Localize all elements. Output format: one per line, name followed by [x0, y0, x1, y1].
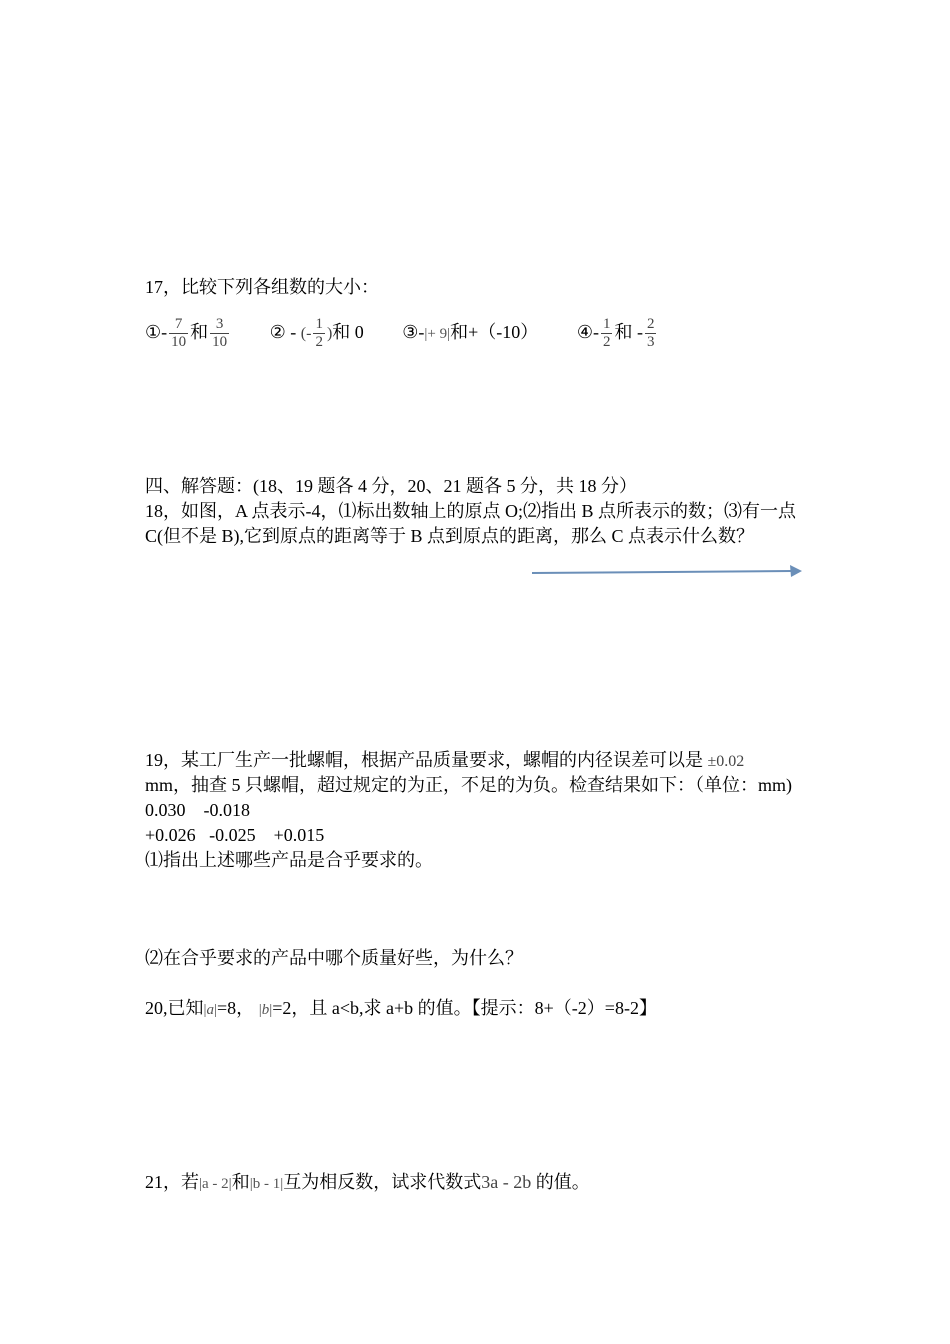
q19-line-1: 19，某工厂生产一批螺帽，根据产品质量要求，螺帽的内径误差可以是 ±0.02 [145, 750, 745, 770]
q17-title: 17，比较下列各组数的大小： [145, 277, 379, 297]
fraction: $\frac{7}{10}$ [171, 316, 187, 351]
fraction: $\frac{2}{3}$ [646, 316, 655, 351]
q17-item-2: ② - (- $\frac{1}{2}$ )和 0 [269, 316, 364, 351]
fraction: $\frac{1}{2}$ [315, 316, 323, 351]
q20-line: 20,已知|a|=8， |b|=2，且 a<b,求 a+b 的值。【提示：8+（-2）=8-2】 [145, 998, 657, 1018]
absolute-value: |+ 9| [424, 326, 451, 342]
q19-part-1: ⑴指出上述哪些产品是合乎要求的。 [145, 850, 433, 870]
fraction: $\frac{1}{2}$ [602, 316, 611, 351]
absolute-value: |b| [258, 1002, 273, 1018]
q19-data-row-1: 0.030 -0.018 [145, 800, 250, 820]
q19-data-row-2: +0.026 -0.025 +0.015 [145, 825, 325, 845]
q18-line-2: C(但不是 B),它到原点的距离等于 B 点到原点的距离，那么 C 点表示什么数？ [145, 526, 755, 546]
q17-item-4: ④- $\frac{1}{2}$ 和 - $\frac{2}{3}$ [576, 316, 655, 351]
fraction: $\frac{3}{10}$ [212, 316, 228, 351]
q17-item-3: ③-|+ 9|和+（-10） [402, 322, 539, 342]
section-heading: 四、解答题：(18、19 题各 4 分，20、21 题各 5 分，共 18 分） [145, 476, 637, 496]
q17-items [145, 312, 692, 354]
absolute-value: |a| [203, 1002, 218, 1018]
absolute-value: |b - 1| [249, 1176, 284, 1192]
absolute-value: |a - 2| [199, 1176, 232, 1192]
q17-item-1: ①- $\frac{7}{10}$ 和 $\frac{3}{10}$ [145, 316, 228, 351]
number-axis-arrow [530, 562, 810, 582]
q21-line: 21，若|a - 2|和|b - 1|互为相反数，试求代数式3a - 2b 的值。 [145, 1172, 590, 1192]
q19-line-2: mm，抽查 5 只螺帽，超过规定的为正，不足的为负。检查结果如下：（单位：mm) [145, 775, 792, 795]
q19-part-2: ⑵在合乎要求的产品中哪个质量好些，为什么？ [145, 948, 523, 968]
q18-line-1: 18，如图，A 点表示-4，⑴标出数轴上的原点 O;⑵指出 B 点所表示的数；⑶有一点 [145, 501, 797, 521]
